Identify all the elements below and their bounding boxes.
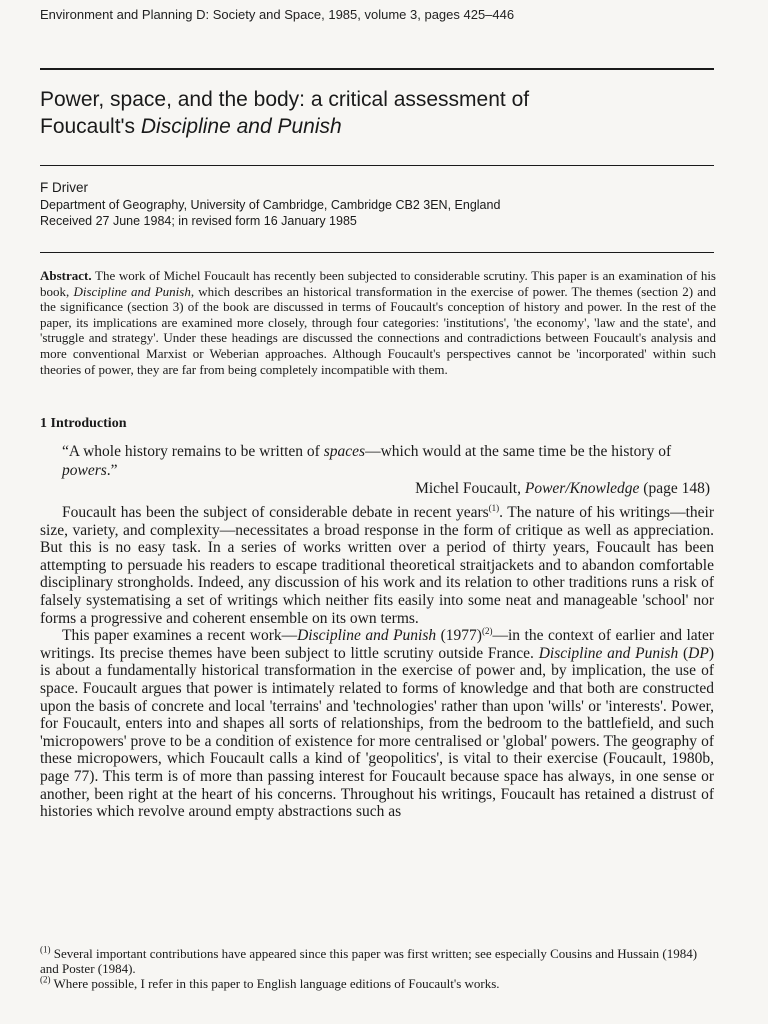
footnote-1 [40, 946, 710, 976]
title-line-2-prefix: Foucault's [40, 115, 141, 138]
title-rule [40, 165, 714, 166]
author-affiliation: Department of Geography, University of Cambridge, Cambridge CB2 3EN, England [40, 198, 501, 212]
epigraph-work: Power/Knowledge [524, 480, 640, 497]
epigraph-text-3: .” [106, 462, 118, 479]
epigraph-author: Michel Foucault, [415, 480, 525, 497]
footnote-2-mark: (2) [40, 974, 51, 985]
abstract-text-2: , which describes an historical transformation in the exercise of power. The themes (section 2) and the significance (section 3) of the book are discussed in terms of Foucault's conception of history and power. In the rest of the paper, its implications are examined more closely, through four categories: 'institutions', 'the economy', 'law and the state', and 'struggle and strategy'. Under these headings are discussed the connections and contradictions between Foucault's analysis and more conventional Marxist or Weberian approaches. Although Foucault's perspectives cannot be 'incorporated' within such theories of power, they are far from being completely incompatible with them. [40, 283, 717, 377]
abstract-label: Abstract. [40, 268, 92, 283]
epigraph-spaces: spaces [323, 443, 366, 460]
footnote-1-text: Several important contributions have appeared since this paper was first written; see especially Cousins and Hussain (1984) and Poster (1984). [40, 946, 698, 976]
epigraph-quote [62, 442, 702, 480]
received-dates: Received 27 June 1984; in revised form 16 January 1985 [40, 214, 357, 228]
p1-text-a: Foucault has been the subject of considerable debate in recent years [62, 504, 489, 521]
title-line-1: Power, space, and the body: a critical assessment of [40, 88, 530, 111]
author-rule [40, 252, 714, 253]
section-heading: 1 Introduction [40, 416, 127, 431]
p2-text-e: ) is about a fundamentally historical transformation in the exercise of power and, by implication, the use of space. Foucault argues that power is intimately related to forms of knowledge and that both are constructed upon the basis of concrete and local 'terrains' and 'technologies' rather than upon 'wills' or 'interests'. Power, for Foucault, enters into and shapes all sorts of relationships, from the bedroom to the battlefield, and such 'micropowers' prove to be a condition of existence for more centralised or 'global' powers. The geography of these micropowers, which Foucault calls a kind of 'geopolitics', is vital to their exercise (Foucault, 1980b, page 77). This term is of more than passing interest for Foucault because space has always, in one sense or another, been right at the heart of his concerns. Throughout his writings, Foucault has retained a distrust of histories which revolve around empty abstractions such as [40, 644, 714, 821]
abstract-book-title: Discipline and Punish [73, 283, 191, 299]
p1-text-b: . The nature of his writings—their size, variety, and complexity—necessitates a broad response in the form of critique as well as appreciation. But this is no easy task. In a series of works written over a period of thirty years, Foucault has been attempting to persuade his readers to escape traditional theoretical straitjackets and to abandon comfortable disciplinary strongholds. Indeed, any discussion of his work and its relation to other traditions runs a risk of falsely systematising a set of writings which neither fits easily into some neat and manageable 'school' nor forms a progressive and coherent ensemble on its own terms. [40, 504, 714, 627]
article-title [40, 86, 720, 140]
abstract [40, 268, 716, 377]
footnote-ref-1[interactable]: (1) [488, 502, 500, 513]
author-name: F Driver [40, 180, 88, 195]
body-paragraph-2 [40, 627, 714, 821]
body-text [40, 504, 714, 821]
footnote-1-mark: (1) [40, 944, 51, 955]
footnote-2 [40, 976, 710, 991]
p2-dp-abbrev: DP [688, 644, 709, 662]
abstract-text-1: The work of Michel Foucault has recently been subjected to considerable scrutiny. This paper is an examination of his book, [40, 268, 716, 299]
body-paragraph-1 [40, 504, 714, 627]
footnote-2-text: Where possible, I refer in this paper to English language editions of Foucault's works. [50, 976, 500, 991]
p2-book-title: Discipline and Punish [297, 627, 437, 645]
p2-text-d: ( [678, 644, 689, 662]
journal-citation: Environment and Planning D: Society and Space, 1985, volume 3, pages 425–446 [40, 7, 515, 22]
epigraph-powers: powers [62, 462, 107, 479]
p2-text-b: (1977) [436, 627, 482, 645]
p2-text-a: This paper examines a recent work— [62, 627, 298, 645]
epigraph-text-1: “A whole history remains to be written of [62, 443, 324, 460]
footnote-ref-2[interactable]: (2) [481, 626, 493, 636]
footnotes [40, 946, 710, 991]
p2-text-c: —in the context of earlier and later writings. Its precise themes have been subject to little scrutiny outside France. [40, 627, 714, 662]
top-rule [40, 68, 714, 70]
p2-book-title-2: Discipline and Punish [538, 644, 679, 662]
epigraph-text-2: —which would at the same time be the history of [365, 443, 672, 460]
epigraph-page: (page 148) [639, 480, 710, 497]
epigraph-attribution [415, 480, 710, 498]
title-book-italic: Discipline and Punish [140, 115, 342, 138]
